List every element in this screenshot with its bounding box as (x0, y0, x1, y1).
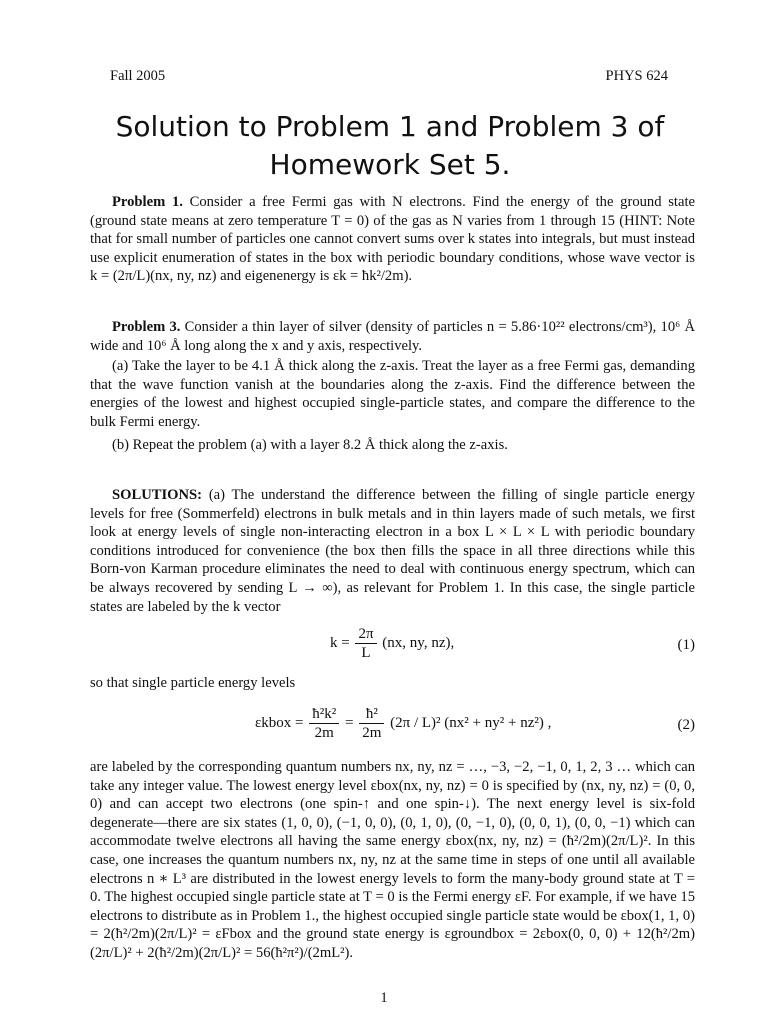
problem-1-text: Consider a free Fermi gas with N electrons. Find the energy of the ground state (ground state means at zero temperature T = 0) of the gas as N varies from 1 through 15 (HINT: Note that for small number of particles one cannot convert sums over k states into integrals, but must instead use explicit enumeration of states in the box with periodic boundary conditions, whose wave vector is k = (2π/L)(nx, ny, nz) and eigenenergy is εk = ħk²/2m). (90, 194, 695, 285)
problem-3-text: Consider a thin layer of silver (density of particles n = 5.86·10²² electrons/cm³), 10⁶ Å wide and 10⁶ Å long along the x and y axis, respectively. (90, 319, 695, 354)
equation-2-fraction-2 (359, 705, 384, 742)
problem-3-part-a: (a) Take the layer to be 4.1 Å thick along the z-axis. Treat the layer as a free Fermi gas, demanding that the wave function vanish at the boundaries along the z-axis. Find the difference between the energies of the lowest and highest occupied single-particle states, and compare the difference to the bulk Fermi energy. (90, 358, 695, 430)
equation-2-number: (2) (677, 717, 695, 733)
equation-1 (90, 625, 695, 669)
equation-1-numerator: 2π (355, 625, 376, 644)
equation-2-fraction-1-denominator: 2m (314, 725, 334, 741)
equation-1-rhs: (nx, ny, nz), (382, 634, 455, 651)
equation-2 (90, 705, 695, 751)
equation-2-parenthesized-term: (2π / L)² (390, 714, 441, 731)
problem-3-paragraph (90, 318, 695, 355)
equation-1-number: (1) (677, 637, 695, 653)
header-course-code: PHYS 624 (605, 68, 668, 84)
problem-3-label: Problem 3. (112, 319, 181, 335)
problem-3-part-b: (b) Repeat the problem (a) with a layer 8.2 Å thick along the z-axis. (112, 437, 508, 453)
solutions-between-text: so that single particle energy levels (90, 675, 296, 691)
equation-1-denominator: L (361, 645, 371, 661)
page-number: 1 (380, 990, 388, 1006)
header-course-term: Fall 2005 (110, 68, 166, 84)
problem-1-paragraph (90, 193, 695, 286)
equation-2-fraction-2-denominator: 2m (362, 725, 382, 741)
equation-1-fraction (355, 625, 376, 662)
page-title: Solution to Problem 1 and Problem 3 of Homework Set 5. (115, 110, 665, 181)
equation-2-lhs: εkbox = (255, 714, 304, 731)
equation-2-rhs: (nx² + ny² + nz²) , (444, 714, 552, 731)
problem-1-label: Problem 1. (112, 194, 183, 210)
equation-2-fraction-1 (309, 705, 339, 742)
solutions-paragraph-2: are labeled by the corresponding quantum numbers nx, ny, nz = …, −3, −2, −1, 0, 1, 2, 3 … which can take any integer value. The lowest energy level εbox(nx, ny, nz) = 0 is specified by (nx, ny, nz) = (0, 0, 0) and can accept two electrons (one spin-↑ and one spin-↓). The next energy level is six-fold degenerate—there are six states (1, 0, 0), (−1, 0, 0), (0, 1, 0), (0, −1, 0), (0, 0, 1), (0, 0, −1) which can accommodate twelve electrons all having the same energy εbox(nx, ny, nz) = (ħ²/2m)(2π/L)². In this case, one increases the quantum numbers nx, ny, nz at the same time in steps of one until all available electrons n ∗ L³ are distributed in the lowest energy levels to form the many-body ground state at T = 0. The highest occupied single particle state at T = 0 is the Fermi energy εF. For example, if we have 15 electrons to distribute as in Problem 1., the highest occupied single particle state would be εbox(1, 1, 0) = 2(ħ²/2m)(2π/L)² = εFbox and the ground state energy is εgroundbox = 2εbox(0, 0, 0) + 12(ħ²/2m)(2π/L)² + 2(ħ²/2m)(2π/L)² = 56(ħ²π²)/(2mL²). (90, 759, 695, 961)
solutions-paragraph-1 (90, 486, 695, 616)
equation-2-equals: = (345, 714, 354, 731)
solutions-text-1: (a) The understand the difference between the filling of single particle energy levels for free (Sommerfeld) electrons in bulk metals and in thin layers made of such metals, we first look at energy levels of single non-interacting electron in a box L × L × L with periodic boundary conditions introduced for convenience (the box then fills the space in all three directions while this Born-von Karman procedure eliminates the need to deal with continuous energy spectrum, which can be always recovered by sending L → ∞), as relevant for Problem 1. In this case, the single particle states are labeled by the k vector (90, 487, 695, 615)
equation-2-fraction-2-numerator: ħ² (359, 705, 384, 724)
equation-2-fraction-1-numerator: ħ²k² (309, 705, 339, 724)
equation-1-lhs: k = (330, 634, 350, 651)
solutions-label: SOLUTIONS: (112, 487, 203, 503)
